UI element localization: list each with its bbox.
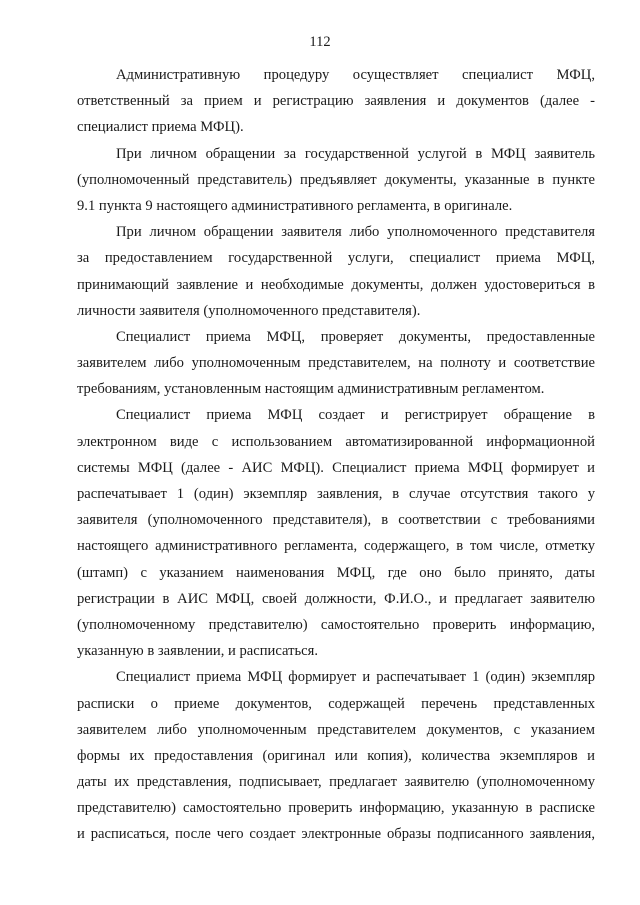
text-line: расписки о приеме документов, содержащей перечень представленных — [77, 695, 595, 712]
text-line: Административную процедуру осуществляет специалист МФЦ, — [116, 67, 595, 83]
text-line: (штамп) с указанием наименования МФЦ, где оно было принято, даты — [77, 564, 595, 581]
paragraph-6 — [77, 664, 595, 847]
text-line: 9.1 пункта 9 настоящего административного регламента, в оригинале. — [77, 197, 513, 214]
text-line: регистрации в АИС МФЦ, своей должности, Ф.И.О., и предлагает заявителю — [77, 590, 595, 607]
page-number: 112 — [309, 34, 331, 50]
text-line: заявителем либо уполномоченным представителем, на полноту и соответствие — [77, 355, 595, 372]
paragraph-4 — [77, 324, 595, 403]
text-line: и расписаться, после чего создает электронные образы подписанного заявления, — [77, 826, 595, 843]
text-line: специалист приема МФЦ). — [77, 119, 244, 136]
text-line: электронном виде с использованием автоматизированной информационной — [77, 433, 595, 450]
paragraph-2 — [77, 141, 595, 220]
text-line: Специалист приема МФЦ создает и регистрирует обращение в — [116, 407, 595, 424]
paragraph-3 — [77, 219, 595, 324]
paragraph-1 — [77, 62, 595, 141]
text-line: (уполномоченному представителю) самостоятельно проверить информацию, — [77, 616, 595, 633]
text-line: Специалист приема МФЦ, проверяет документы, предоставленные — [116, 328, 595, 345]
text-line: за предоставлением государственной услуги, специалист приема МФЦ, — [77, 250, 595, 267]
text-line: настоящего административного регламента, содержащего, в том числе, отметку — [77, 538, 595, 555]
text-line: представителю) самостоятельно проверить информацию, указанную в расписке — [77, 800, 595, 817]
text-line: заявителем либо уполномоченным представителем документов, с указанием — [77, 721, 595, 738]
text-line: Специалист приема МФЦ формирует и распечатывает 1 (один) экземпляр — [116, 669, 595, 686]
text-line: При личном обращении заявителя либо уполномоченного представителя — [116, 224, 595, 241]
text-line: При личном обращении за государственной услугой в МФЦ заявитель — [116, 145, 595, 162]
text-line: заявителя (уполномоченного представителя), в соответствии с требованиями — [77, 512, 595, 529]
text-line: распечатывает 1 (один) экземпляр заявления, в случае отсутствия такого у — [77, 486, 595, 502]
text-line: ответственный за прием и регистрацию заявления и документов (далее - — [77, 93, 595, 110]
document-body — [77, 62, 595, 848]
text-line: личности заявителя (уполномоченного представителя). — [77, 302, 421, 319]
text-line: требованиям, установленным настоящим административным регламентом. — [77, 381, 545, 398]
text-line: формы их предоставления (оригинал или копия), количества экземпляров и — [77, 747, 595, 764]
text-line: принимающий заявление и необходимые документы, должен удостовериться в — [77, 276, 595, 293]
text-line: даты их представления, подписывает, предлагает заявителю (уполномоченному — [77, 774, 595, 791]
text-line: (уполномоченный представитель) предъявляет документы, указанные в пункте — [77, 171, 595, 188]
text-line: указанную в заявлении, и расписаться. — [77, 643, 318, 660]
paragraph-5 — [77, 402, 595, 664]
text-line: системы МФЦ (далее - АИС МФЦ). Специалист приема МФЦ формирует и — [77, 459, 595, 476]
